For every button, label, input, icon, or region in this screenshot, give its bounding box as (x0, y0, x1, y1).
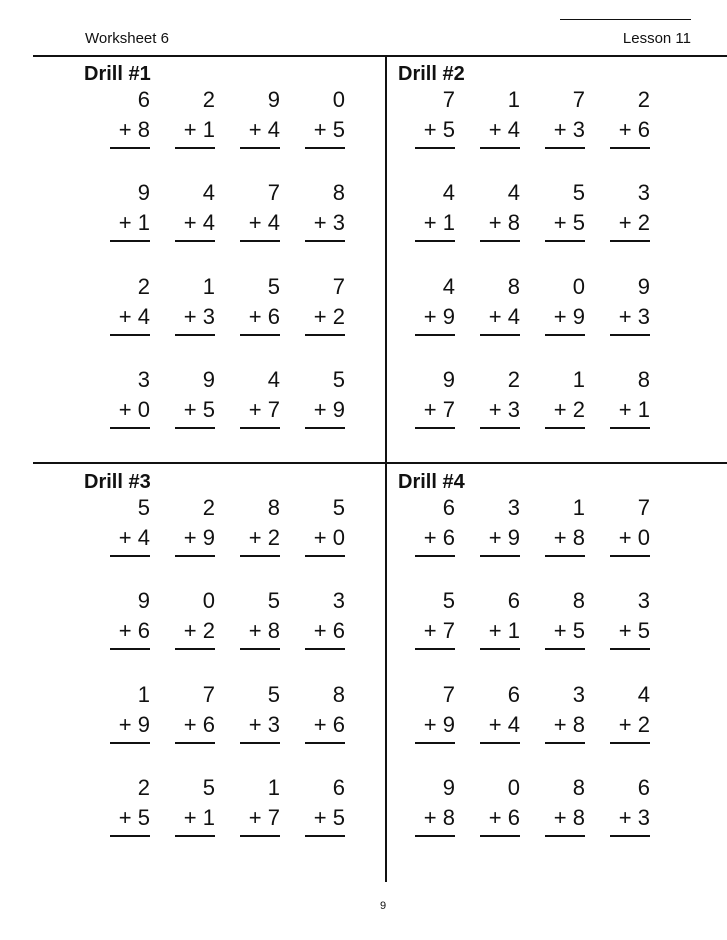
addition-problem (537, 365, 585, 429)
addend-bottom: + 7 (415, 616, 455, 650)
addend-top: 5 (137, 495, 150, 520)
addition-problem (167, 773, 215, 837)
addend-top: 6 (442, 495, 455, 520)
addend-bottom: + 1 (480, 616, 520, 650)
addend-bottom: + 8 (110, 115, 150, 149)
addition-problem (297, 85, 345, 149)
addition-problem (407, 680, 455, 744)
addend-bottom: + 7 (415, 395, 455, 429)
addend-top: 1 (572, 495, 585, 520)
addend-bottom: + 0 (110, 395, 150, 429)
addend-bottom: + 9 (480, 523, 520, 557)
addend-bottom: + 2 (610, 208, 650, 242)
addend-bottom: + 5 (110, 803, 150, 837)
addend-bottom: + 2 (305, 302, 345, 336)
addend-top: 7 (267, 180, 280, 205)
addend-top: 0 (507, 775, 520, 800)
drill-title: Drill #1 (84, 63, 151, 85)
addition-problem (167, 586, 215, 650)
addend-bottom: + 1 (110, 208, 150, 242)
addend-top: 6 (637, 775, 650, 800)
addition-problem (472, 85, 520, 149)
addend-top: 1 (572, 367, 585, 392)
addition-problem (102, 272, 150, 336)
addition-problem (472, 365, 520, 429)
addition-problem (407, 85, 455, 149)
addend-bottom: + 2 (175, 616, 215, 650)
addend-bottom: + 6 (240, 302, 280, 336)
addition-problem (407, 178, 455, 242)
addend-top: 6 (507, 588, 520, 613)
addend-bottom: + 5 (545, 616, 585, 650)
drill-title: Drill #4 (398, 471, 465, 493)
addend-bottom: + 8 (415, 803, 455, 837)
addition-problem (602, 365, 650, 429)
addend-bottom: + 5 (175, 395, 215, 429)
addend-top: 9 (637, 274, 650, 299)
addend-bottom: + 1 (415, 208, 455, 242)
addend-bottom: + 2 (240, 523, 280, 557)
addend-top: 2 (202, 87, 215, 112)
addend-bottom: + 6 (175, 710, 215, 744)
addition-problem (537, 586, 585, 650)
addend-top: 9 (137, 180, 150, 205)
addition-problem (297, 586, 345, 650)
addition-problem (602, 680, 650, 744)
addend-bottom: + 7 (240, 803, 280, 837)
addend-top: 1 (202, 274, 215, 299)
addend-bottom: + 5 (610, 616, 650, 650)
addend-top: 8 (572, 775, 585, 800)
addend-bottom: + 8 (240, 616, 280, 650)
addition-problem (407, 272, 455, 336)
addend-top: 9 (442, 367, 455, 392)
addend-top: 3 (507, 495, 520, 520)
addition-problem (407, 493, 455, 557)
addend-top: 9 (202, 367, 215, 392)
addend-top: 5 (572, 180, 585, 205)
addend-top: 5 (267, 682, 280, 707)
addend-top: 2 (507, 367, 520, 392)
addend-bottom: + 0 (305, 523, 345, 557)
addend-bottom: + 8 (545, 710, 585, 744)
addend-top: 5 (202, 775, 215, 800)
addend-bottom: + 6 (415, 523, 455, 557)
addend-bottom: + 1 (175, 803, 215, 837)
addition-problem (102, 493, 150, 557)
addition-problem (407, 586, 455, 650)
drill-title: Drill #2 (398, 63, 465, 85)
addition-problem (602, 493, 650, 557)
addend-top: 4 (202, 180, 215, 205)
addend-bottom: + 4 (480, 115, 520, 149)
addition-problem (102, 85, 150, 149)
addition-problem (602, 773, 650, 837)
addition-problem (167, 178, 215, 242)
addend-top: 5 (332, 367, 345, 392)
addition-problem (472, 586, 520, 650)
addition-problem (232, 85, 280, 149)
addition-problem (232, 493, 280, 557)
addend-bottom: + 5 (305, 803, 345, 837)
addend-top: 5 (267, 588, 280, 613)
addend-top: 6 (137, 87, 150, 112)
addend-bottom: + 5 (305, 115, 345, 149)
addition-problem (537, 680, 585, 744)
addition-problem (602, 272, 650, 336)
addend-bottom: + 4 (240, 208, 280, 242)
addend-bottom: + 3 (175, 302, 215, 336)
addition-problem (407, 365, 455, 429)
addition-problem (232, 365, 280, 429)
addition-problem (602, 586, 650, 650)
addend-bottom: + 2 (545, 395, 585, 429)
addition-problem (537, 178, 585, 242)
addend-top: 3 (637, 180, 650, 205)
addend-top: 4 (442, 180, 455, 205)
addend-top: 3 (637, 588, 650, 613)
addend-bottom: + 6 (305, 616, 345, 650)
addend-top: 1 (137, 682, 150, 707)
addend-top: 7 (332, 274, 345, 299)
addend-top: 2 (202, 495, 215, 520)
addend-bottom: + 9 (175, 523, 215, 557)
addend-bottom: + 9 (110, 710, 150, 744)
addition-problem (537, 272, 585, 336)
vertical-divider (385, 56, 387, 882)
addend-bottom: + 3 (545, 115, 585, 149)
addend-top: 5 (442, 588, 455, 613)
addend-bottom: + 6 (480, 803, 520, 837)
header-divider (33, 55, 727, 57)
addend-bottom: + 1 (610, 395, 650, 429)
worksheet-label: Worksheet 6 (85, 30, 169, 47)
addend-top: 8 (332, 180, 345, 205)
addition-problem (102, 586, 150, 650)
addend-bottom: + 4 (240, 115, 280, 149)
addend-top: 1 (267, 775, 280, 800)
addend-bottom: + 2 (610, 710, 650, 744)
addend-top: 0 (332, 87, 345, 112)
addend-top: 7 (572, 87, 585, 112)
addition-problem (407, 773, 455, 837)
addend-top: 3 (332, 588, 345, 613)
addition-problem (472, 493, 520, 557)
addend-top: 0 (202, 588, 215, 613)
addition-problem (167, 272, 215, 336)
addend-bottom: + 3 (610, 803, 650, 837)
addition-problem (232, 680, 280, 744)
addend-bottom: + 9 (415, 710, 455, 744)
addition-problem (602, 178, 650, 242)
addend-top: 8 (637, 367, 650, 392)
addend-bottom: + 9 (415, 302, 455, 336)
addend-bottom: + 5 (545, 208, 585, 242)
addend-bottom: + 4 (110, 302, 150, 336)
addition-problem (167, 680, 215, 744)
addend-bottom: + 3 (480, 395, 520, 429)
addition-problem (297, 680, 345, 744)
addend-top: 5 (267, 274, 280, 299)
addition-problem (167, 85, 215, 149)
addend-top: 4 (507, 180, 520, 205)
addition-problem (537, 85, 585, 149)
addition-problem (102, 773, 150, 837)
addend-bottom: + 8 (545, 803, 585, 837)
addend-bottom: + 4 (480, 710, 520, 744)
addend-bottom: + 8 (545, 523, 585, 557)
addend-bottom: + 4 (110, 523, 150, 557)
addend-top: 4 (267, 367, 280, 392)
addition-problem (602, 85, 650, 149)
addition-problem (232, 178, 280, 242)
addition-problem (232, 773, 280, 837)
addend-top: 2 (137, 775, 150, 800)
name-blank-line (560, 19, 691, 20)
addend-top: 7 (442, 87, 455, 112)
addend-top: 8 (332, 682, 345, 707)
addition-problem (297, 773, 345, 837)
addend-bottom: + 0 (610, 523, 650, 557)
addition-problem (537, 493, 585, 557)
addend-top: 9 (442, 775, 455, 800)
addition-problem (167, 493, 215, 557)
addend-top: 0 (572, 274, 585, 299)
addition-problem (167, 365, 215, 429)
addend-top: 2 (137, 274, 150, 299)
addition-problem (472, 773, 520, 837)
addend-top: 6 (332, 775, 345, 800)
addend-bottom: + 5 (415, 115, 455, 149)
addend-bottom: + 4 (175, 208, 215, 242)
addend-top: 9 (267, 87, 280, 112)
addition-problem (232, 272, 280, 336)
addition-problem (472, 178, 520, 242)
addition-problem (297, 178, 345, 242)
addition-problem (472, 272, 520, 336)
middle-divider (33, 462, 727, 464)
addend-bottom: + 8 (480, 208, 520, 242)
addend-top: 1 (507, 87, 520, 112)
addend-bottom: + 6 (305, 710, 345, 744)
page-number: 9 (380, 900, 387, 912)
lesson-label: Lesson 11 (622, 30, 691, 47)
addition-problem (472, 680, 520, 744)
addend-top: 7 (637, 495, 650, 520)
addend-top: 3 (572, 682, 585, 707)
addition-problem (537, 773, 585, 837)
addition-problem (297, 365, 345, 429)
addition-problem (297, 272, 345, 336)
addend-top: 4 (442, 274, 455, 299)
addition-problem (102, 680, 150, 744)
addend-bottom: + 9 (545, 302, 585, 336)
addition-problem (102, 178, 150, 242)
addend-bottom: + 9 (305, 395, 345, 429)
addend-bottom: + 3 (305, 208, 345, 242)
addition-problem (297, 493, 345, 557)
addend-top: 7 (442, 682, 455, 707)
addend-top: 8 (507, 274, 520, 299)
addend-bottom: + 1 (175, 115, 215, 149)
addend-bottom: + 6 (110, 616, 150, 650)
drill-title: Drill #3 (84, 471, 151, 493)
addition-problem (102, 365, 150, 429)
addend-bottom: + 4 (480, 302, 520, 336)
addend-top: 2 (637, 87, 650, 112)
addend-top: 8 (267, 495, 280, 520)
addend-top: 8 (572, 588, 585, 613)
addend-top: 5 (332, 495, 345, 520)
addend-top: 9 (137, 588, 150, 613)
addend-bottom: + 6 (610, 115, 650, 149)
addend-top: 6 (507, 682, 520, 707)
addend-top: 4 (637, 682, 650, 707)
addition-problem (232, 586, 280, 650)
addend-bottom: + 7 (240, 395, 280, 429)
addend-top: 7 (202, 682, 215, 707)
addend-bottom: + 3 (240, 710, 280, 744)
addend-bottom: + 3 (610, 302, 650, 336)
addend-top: 3 (137, 367, 150, 392)
